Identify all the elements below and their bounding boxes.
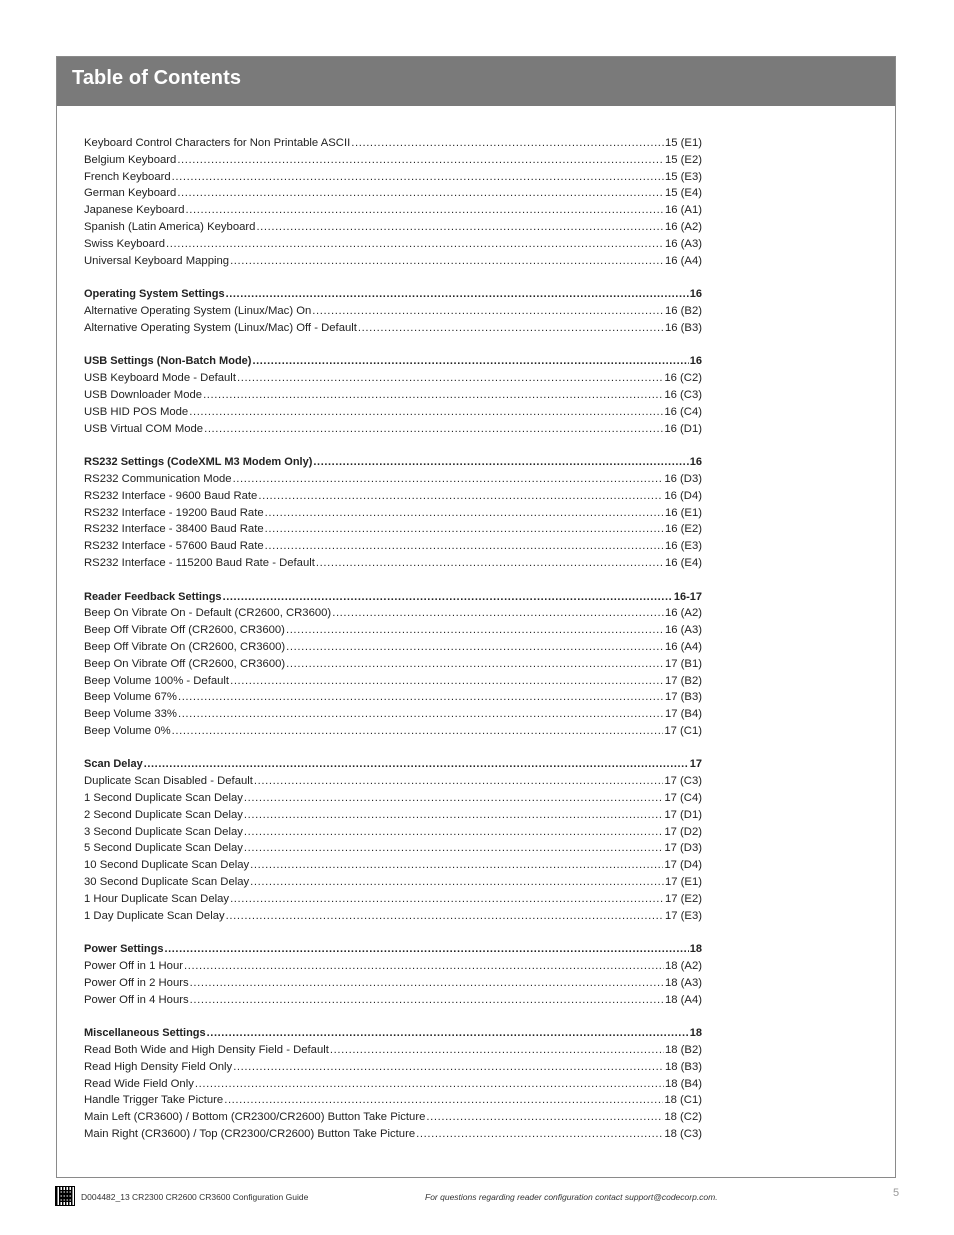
toc-entry-page: 16 (B2) [664,304,702,317]
toc-entry-page: 17 (D2) [664,825,702,838]
dot-leader [184,958,664,975]
toc-entry-label: RS232 Interface - 57600 Baud Rate [84,540,264,553]
toc-entry-page: 18 (C1) [664,1094,702,1107]
toc-entry-page: 18 (A2) [664,960,702,973]
dot-leader [166,236,664,253]
toc-entry-page: 18 (A4) [664,993,702,1006]
dot-leader [244,824,663,841]
toc-entry [84,1042,702,1059]
toc-entry [84,958,702,975]
toc-entry-page: 16 [689,355,702,368]
toc-entry [84,824,702,841]
toc-entry-label: Beep Volume 33% [84,708,177,721]
toc-entry-page: 17 (B2) [664,674,702,687]
toc-entry [84,303,702,320]
dot-leader [358,320,664,337]
dot-leader [265,521,664,538]
toc-entry-label: Miscellaneous Settings [84,1027,206,1040]
toc-entry-label: Keyboard Control Characters for Non Printable ASCII [84,137,351,149]
toc-entry-page: 15 (E4) [664,187,702,200]
toc-entry-label: USB HID POS Mode [84,405,189,418]
toc-entry-page: 17 (D3) [664,842,702,855]
dot-leader [312,303,664,320]
dot-leader [190,975,664,992]
toc-entry-label: Beep Volume 67% [84,691,177,704]
toc-section-heading [84,589,702,606]
toc-entry-label: USB Settings (Non-Batch Mode) [84,355,252,368]
toc-entry-page: 17 (E3) [664,909,702,922]
dot-leader [286,622,664,639]
toc-entry-label: Duplicate Scan Disabled - Default [84,775,253,788]
dot-leader [233,1059,664,1076]
toc-entry-label: Read High Density Field Only [84,1060,233,1073]
toc-entry-page: 18 [689,1027,702,1040]
toc-entry [84,1059,702,1076]
toc-entry-label: RS232 Interface - 9600 Baud Rate [84,489,258,502]
toc-entry-page: 18 (C2) [664,1111,702,1124]
toc-entry-label: RS232 Communication Mode [84,472,232,485]
dot-leader [177,152,664,169]
toc-entry [84,370,702,387]
toc-entry-label: RS232 Settings (CodeXML M3 Modem Only) [84,456,313,469]
toc-entry [84,874,702,891]
toc-entry-label: Alternative Operating System (Linux/Mac) Off - Default [84,321,357,334]
toc-entry-label: Belgium Keyboard [84,153,177,166]
datamatrix-code-icon [56,1187,74,1205]
toc-entry-page: 16 (E4) [664,556,702,569]
dot-leader [416,1126,663,1143]
toc-entry [84,1109,702,1126]
toc-entry [84,992,702,1009]
toc-entry [84,1076,702,1093]
toc-entry [84,622,702,639]
toc-entry [84,471,702,488]
toc-entry-page: 17 (E2) [664,892,702,905]
toc-spacer [84,437,702,454]
toc-entry [84,790,702,807]
table-of-contents [84,135,702,1143]
toc-entry [84,689,702,706]
toc-entry [84,185,702,202]
toc-entry [84,605,702,622]
toc-entry-page: 16 (E3) [664,540,702,553]
toc-entry-page: 16 (A1) [664,204,702,217]
toc-entry-label: Power Off in 4 Hours [84,993,189,1006]
toc-entry-page: 17 (B3) [664,691,702,704]
toc-entry-page: 17 (C3) [664,775,702,788]
dot-leader [144,756,689,773]
toc-entry-page: 16-17 [673,590,702,603]
toc-entry-label: Beep Off Vibrate Off (CR2600, CR3600) [84,624,285,637]
toc-entry [84,219,702,236]
toc-entry-label: Handle Trigger Take Picture [84,1094,224,1107]
toc-section-heading [84,353,702,370]
dot-leader [223,589,673,606]
toc-entry-page: 15 (E1) [664,137,702,149]
dot-leader [186,202,664,219]
toc-entry [84,807,702,824]
toc-entry-label: Main Right (CR3600) / Top (CR2300/CR2600) Button Take Picture [84,1128,416,1141]
toc-spacer [84,572,702,589]
toc-spacer [84,740,702,757]
document-id: D004482_13 CR2300 CR2600 CR3600 Configuration Guide [81,1192,309,1202]
dot-leader [332,605,664,622]
toc-entry-page: 16 (C2) [664,372,702,385]
toc-entry-page: 16 (B3) [664,321,702,334]
dot-leader [178,706,664,723]
toc-entry-label: Read Both Wide and High Density Field - Default [84,1044,329,1057]
toc-spacer [84,269,702,286]
dot-leader [195,1076,664,1093]
dot-leader [230,891,664,908]
toc-entry [84,1092,702,1109]
toc-entry-page: 18 (B3) [664,1060,702,1073]
toc-entry-label: Beep Volume 100% - Default [84,674,230,687]
toc-entry-page: 16 (C4) [664,405,702,418]
toc-entry [84,673,702,690]
toc-entry [84,773,702,790]
dot-leader [250,874,664,891]
toc-entry [84,538,702,555]
toc-entry-page: 16 (C3) [664,388,702,401]
dot-leader [286,639,664,656]
dot-leader [177,185,664,202]
toc-entry-label: 3 Second Duplicate Scan Delay [84,825,243,838]
toc-entry-page: 18 (A3) [664,976,702,989]
toc-entry-label: USB Virtual COM Mode [84,422,204,435]
toc-entry-label: Japanese Keyboard [84,204,185,217]
toc-entry-label: USB Downloader Mode [84,388,203,401]
toc-entry-label: RS232 Interface - 19200 Baud Rate [84,506,264,519]
toc-entry [84,521,702,538]
dot-leader [164,941,688,958]
toc-section-heading [84,941,702,958]
dot-leader [237,370,663,387]
toc-entry-label: French Keyboard [84,170,171,183]
toc-entry-page: 17 [689,758,702,771]
toc-entry-label: 2 Second Duplicate Scan Delay [84,808,243,821]
toc-entry-label: 1 Hour Duplicate Scan Delay [84,892,230,905]
toc-entry [84,387,702,404]
dot-leader [244,807,663,824]
dot-leader [178,689,664,706]
toc-entry [84,975,702,992]
toc-section-heading [84,756,702,773]
dot-leader [233,471,664,488]
toc-entry [84,840,702,857]
dot-leader [230,673,664,690]
toc-entry-page: 16 (A4) [664,640,702,653]
dot-leader [244,790,663,807]
toc-entry [84,488,702,505]
toc-entry [84,421,702,438]
toc-entry-page: 17 (E1) [664,876,702,889]
dot-leader [172,723,664,740]
toc-entry-label: USB Keyboard Mode - Default [84,372,236,385]
toc-entry [84,555,702,572]
dot-leader [351,135,664,152]
toc-entry-label: Alternative Operating System (Linux/Mac) On [84,304,312,317]
toc-entry-page: 16 (A3) [664,624,702,637]
toc-spacer [84,337,702,354]
toc-entry-label: Universal Keyboard Mapping [84,254,230,267]
toc-entry-label: Beep Off Vibrate On (CR2600, CR3600) [84,640,286,653]
toc-entry [84,639,702,656]
dot-leader [265,505,664,522]
support-contact-text: For questions regarding reader configuration contact support@codecorp.com. [425,1192,718,1202]
toc-entry [84,169,702,186]
toc-entry [84,723,702,740]
toc-entry-page: 16 (E1) [664,506,702,519]
toc-entry-page: 17 (B1) [664,657,702,670]
toc-entry [84,1126,702,1143]
toc-entry [84,152,702,169]
dot-leader [426,1109,663,1126]
toc-entry-page: 17 (C1) [664,724,702,737]
toc-entry [84,135,702,152]
toc-entry-label: Power Settings [84,943,164,956]
dot-leader [226,908,664,925]
dot-leader [224,1092,663,1109]
toc-entry-page: 18 [689,943,702,956]
dot-leader [203,387,663,404]
section-header [57,57,895,106]
toc-entry-label: Read Wide Field Only [84,1077,194,1090]
toc-section-heading [84,454,702,471]
toc-entry [84,505,702,522]
toc-spacer [84,924,702,941]
toc-entry-label: Swiss Keyboard [84,237,165,250]
dot-leader [254,773,663,790]
dot-leader [330,1042,664,1059]
toc-entry-page: 15 (E2) [664,153,702,166]
dot-leader [226,286,689,303]
page-number: 5 [893,1187,900,1199]
dot-leader [204,421,663,438]
dot-leader [230,253,664,270]
dot-leader [286,656,664,673]
toc-entry-label: RS232 Interface - 115200 Baud Rate - Default [84,556,315,569]
toc-entry-page: 15 (E3) [664,170,702,183]
toc-section-heading [84,1025,702,1042]
toc-entry-page: 18 (B2) [664,1044,702,1057]
toc-entry-label: 30 Second Duplicate Scan Delay [84,876,250,889]
dot-leader [258,488,663,505]
toc-entry-label: Beep Volume 0% [84,724,171,737]
dot-leader [252,353,688,370]
toc-entry-page: 17 (D1) [664,808,702,821]
toc-entry-page: 17 (C4) [664,792,702,805]
toc-entry-page: 16 (A3) [664,237,702,250]
toc-entry-page: 16 (E2) [664,523,702,536]
toc-entry [84,857,702,874]
dot-leader [313,454,688,471]
toc-entry-page: 16 (A4) [664,254,702,267]
toc-entry-label: Beep On Vibrate Off (CR2600, CR3600) [84,657,286,670]
dot-leader [190,992,664,1009]
toc-entry-label: Operating System Settings [84,288,225,301]
toc-entry-page: 18 (B4) [664,1077,702,1090]
toc-entry [84,202,702,219]
toc-entry [84,706,702,723]
toc-entry-label: Scan Delay [84,758,143,771]
toc-entry [84,320,702,337]
dot-leader [256,219,664,236]
dot-leader [244,840,663,857]
toc-entry-page: 16 (D3) [664,472,702,485]
page-title: Table of Contents [72,67,242,89]
toc-entry-page: 16 (A2) [664,607,702,620]
toc-entry [84,236,702,253]
toc-entry-label: RS232 Interface - 38400 Baud Rate [84,523,264,536]
toc-entry-page: 17 (D4) [664,859,702,872]
dot-leader [189,404,663,421]
toc-entry-page: 16 (A2) [664,220,702,233]
toc-entry-label: Main Left (CR3600) / Bottom (CR2300/CR2600) Button Take Picture [84,1111,426,1124]
dot-leader [265,538,664,555]
dot-leader [250,857,663,874]
toc-spacer [84,1008,702,1025]
toc-entry-page: 16 (D4) [664,489,702,502]
toc-entry-label: Power Off in 1 Hour [84,960,183,973]
dot-leader [172,169,664,186]
footer [56,1186,906,1210]
toc-entry [84,908,702,925]
toc-entry-label: 1 Day Duplicate Scan Delay [84,909,225,922]
toc-entry-label: 10 Second Duplicate Scan Delay [84,859,250,872]
toc-entry-page: 17 (B4) [664,708,702,721]
toc-entry [84,891,702,908]
toc-entry-page: 16 (D1) [664,422,702,435]
toc-entry-label: Power Off in 2 Hours [84,976,189,989]
toc-entry-label: Beep On Vibrate On - Default (CR2600, CR3600) [84,607,332,620]
toc-entry-page: 16 [689,456,702,469]
toc-entry-label: 1 Second Duplicate Scan Delay [84,792,243,805]
toc-entry [84,656,702,673]
toc-entry-page: 16 [689,288,702,301]
toc-section-heading [84,286,702,303]
dot-leader [207,1025,689,1042]
toc-entry [84,404,702,421]
toc-entry-label: German Keyboard [84,187,177,200]
toc-entry [84,253,702,270]
toc-entry-label: Spanish (Latin America) Keyboard [84,220,256,233]
toc-entry-page: 18 (C3) [664,1128,702,1141]
toc-entry-label: Reader Feedback Settings [84,590,222,603]
toc-entry-label: 5 Second Duplicate Scan Delay [84,842,243,855]
dot-leader [316,555,664,572]
